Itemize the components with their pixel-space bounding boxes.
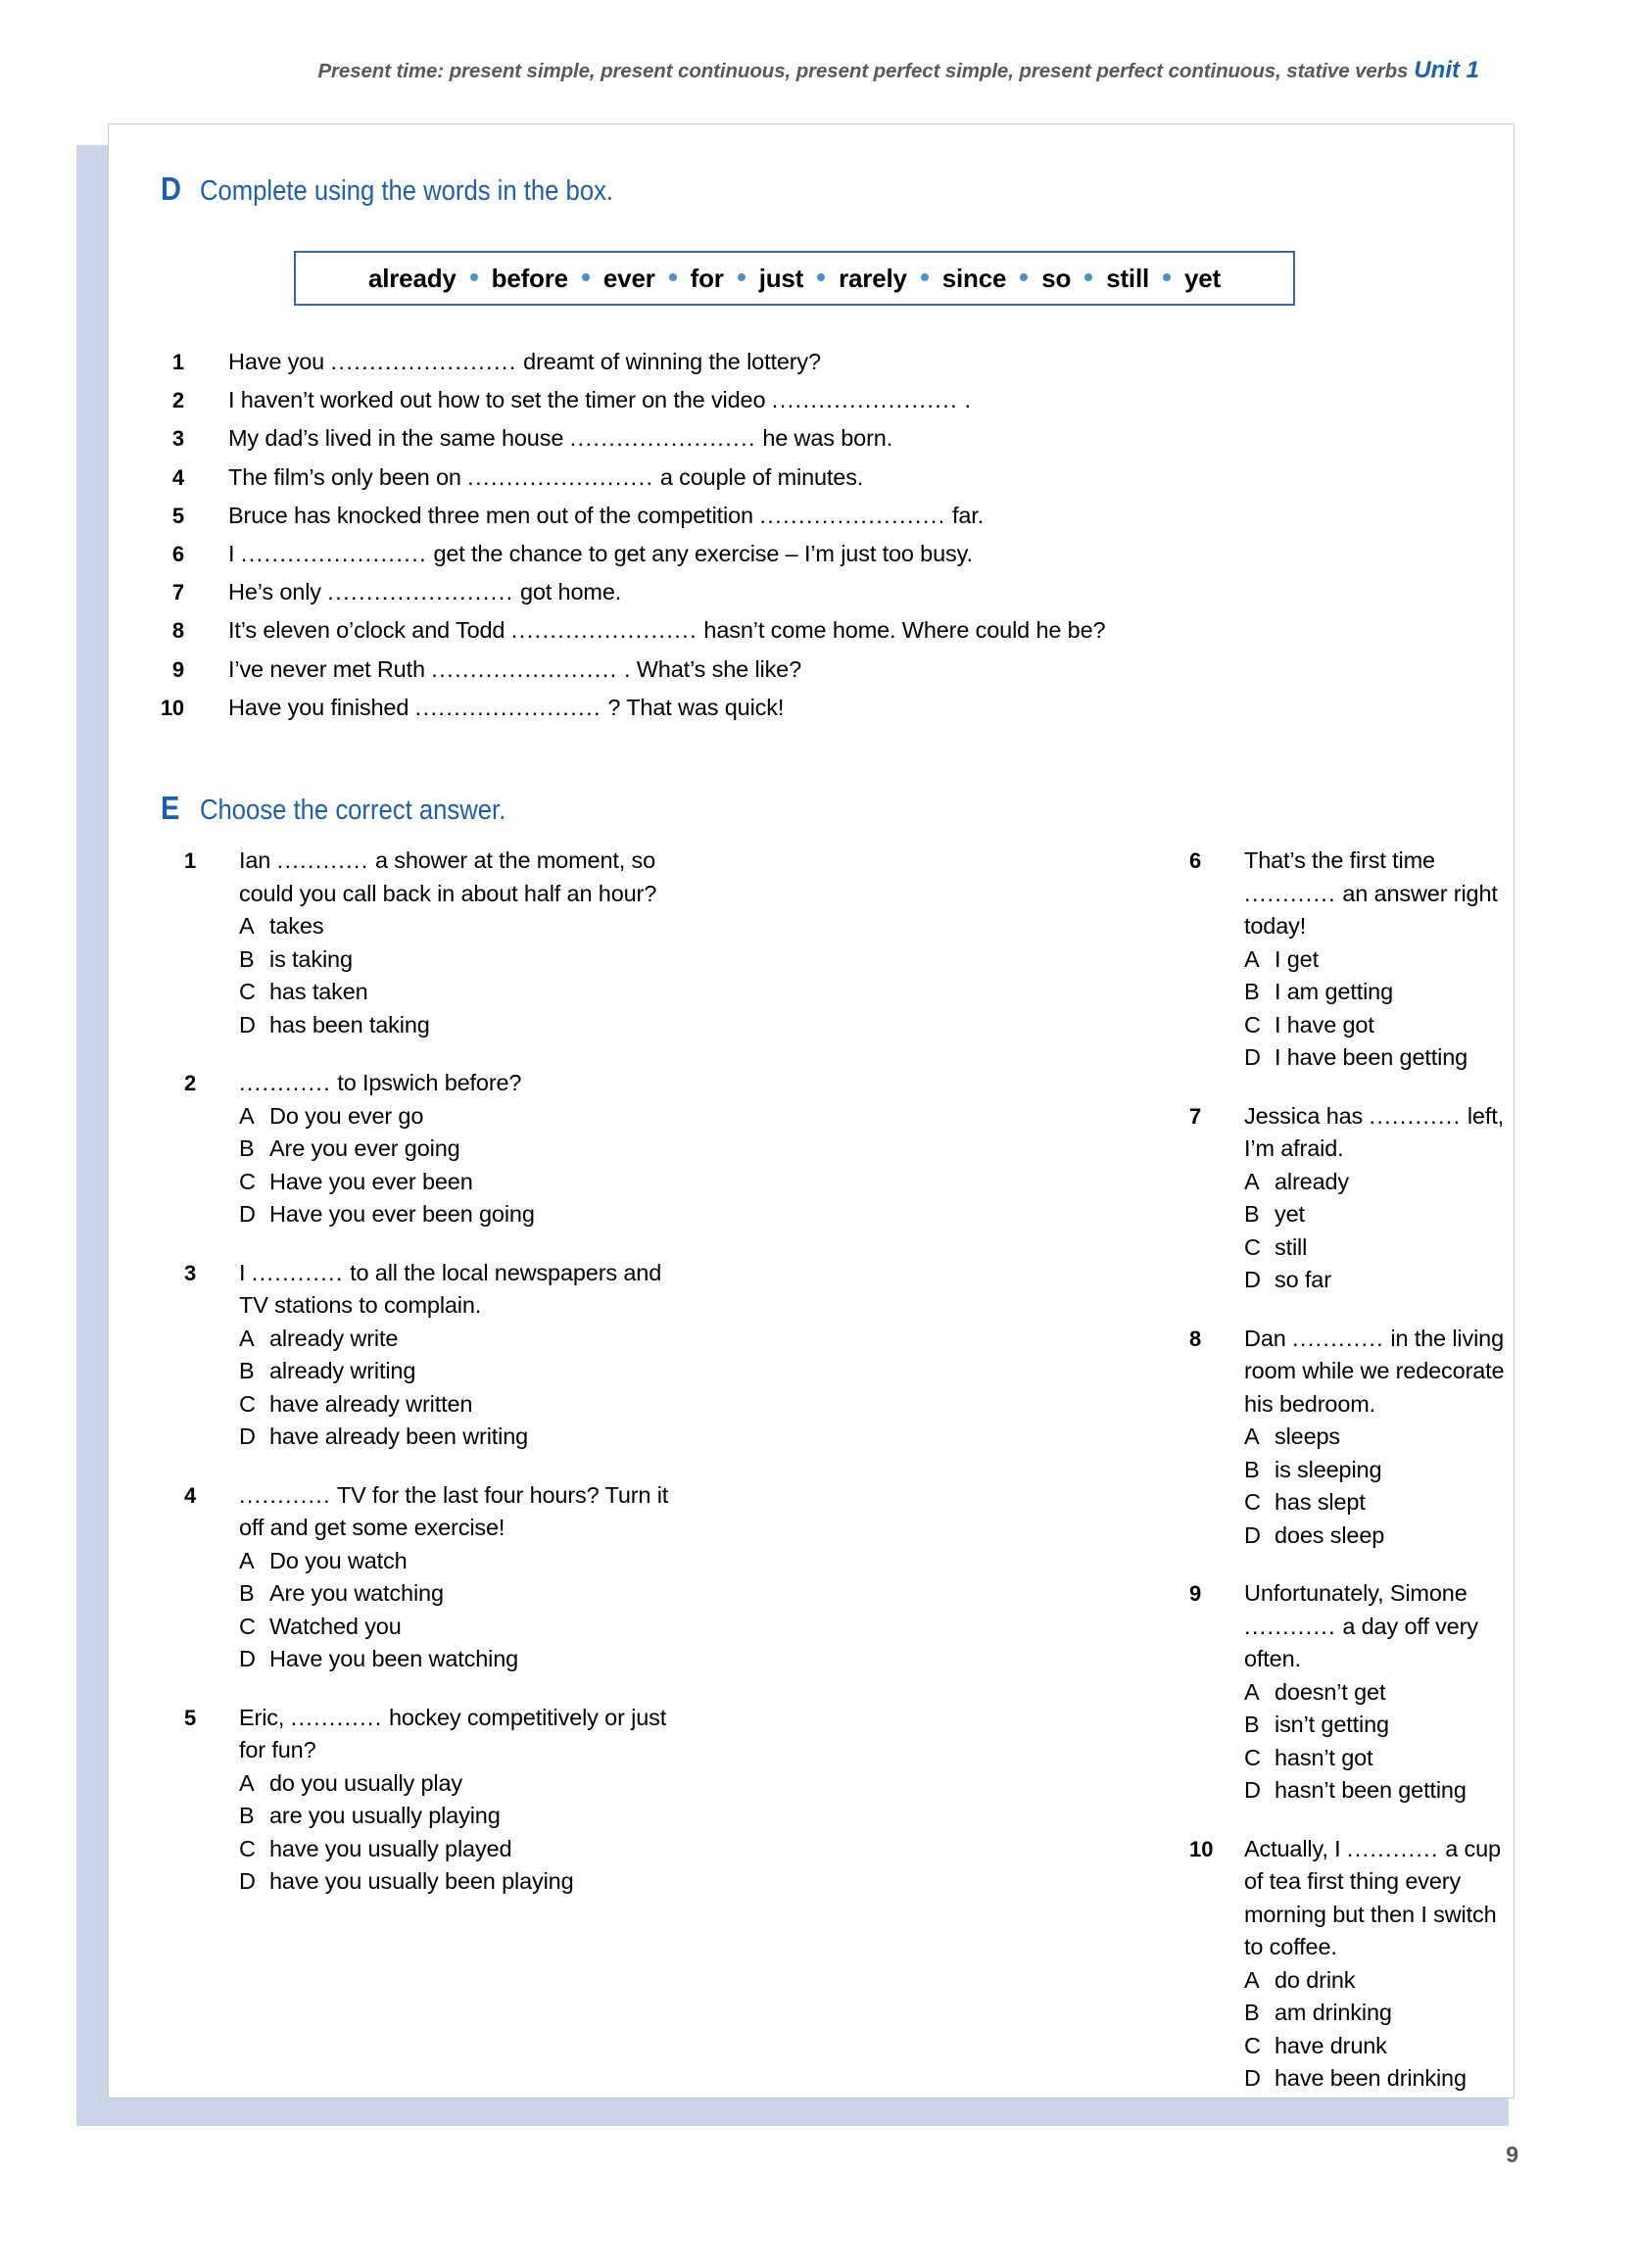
word-box-item: yet	[1184, 263, 1221, 293]
page-number: 9	[1506, 2142, 1518, 2167]
answer-gap[interactable]: ............	[239, 1481, 331, 1508]
question-options	[239, 1100, 811, 1231]
option-text: Have you ever been going	[269, 1201, 535, 1227]
question-option[interactable]	[239, 1323, 811, 1356]
question-stem: Jessica has ............ left, I’m afraid.	[1244, 1102, 1504, 1161]
word-separator-dot	[669, 273, 677, 281]
answer-gap[interactable]: ............	[251, 1259, 344, 1285]
question-stem: ............ to Ipswich before?	[239, 1070, 522, 1095]
question-option[interactable]	[1244, 1742, 1515, 1775]
option-text: doesn’t get	[1275, 1678, 1386, 1705]
option-letter: A	[239, 1102, 255, 1129]
item-number: 1	[171, 350, 184, 374]
question-option[interactable]	[239, 1611, 811, 1644]
option-letter: B	[239, 945, 255, 972]
option-letter: B	[1244, 2000, 1260, 2025]
option-text: does sleep	[1275, 1521, 1385, 1548]
question-body	[1244, 1577, 1515, 1808]
option-text: has been taking	[269, 1011, 430, 1037]
word-separator-dot	[470, 273, 478, 281]
question-body	[1244, 1323, 1515, 1553]
word-box-words	[366, 264, 1223, 294]
option-letter: A	[1244, 1424, 1260, 1449]
option-text: have already been writing	[269, 1424, 529, 1449]
option-letter: D	[239, 1646, 256, 1671]
option-letter: D	[1244, 1777, 1261, 1803]
answer-gap[interactable]: ........................	[327, 579, 514, 605]
word-box-item: still	[1106, 263, 1150, 293]
question-option[interactable]	[1244, 1009, 1515, 1042]
option-text: already writing	[269, 1358, 416, 1383]
word-box-item: before	[491, 263, 568, 293]
word-separator-dot	[921, 273, 929, 281]
item-sentence: Bruce has knocked three men out of the competition ........................ far.	[228, 502, 985, 528]
answer-gap[interactable]: ........................	[330, 349, 517, 374]
exercise-d-letter: D	[161, 170, 181, 207]
option-letter: B	[239, 1580, 255, 1606]
question-option[interactable]	[239, 1133, 811, 1166]
option-letter: C	[239, 1168, 256, 1194]
option-text: Watched you	[269, 1613, 402, 1639]
option-text: am drinking	[1275, 2000, 1392, 2025]
word-box-item: just	[758, 263, 804, 293]
exercise-e	[108, 790, 1515, 2091]
answer-gap[interactable]: ............	[1244, 1613, 1336, 1639]
exercise-e-question	[184, 1479, 811, 1676]
running-head	[0, 57, 1479, 84]
item-sentence: My dad’s lived in the same house ........................ he was born.	[228, 425, 893, 452]
question-option[interactable]	[1244, 1774, 1515, 1808]
exercise-d-heading	[161, 170, 1515, 208]
question-option[interactable]	[1244, 1454, 1515, 1487]
exercise-d-item	[108, 651, 1515, 689]
question-option[interactable]	[239, 1388, 811, 1422]
question-option[interactable]	[239, 1767, 811, 1801]
option-letter: C	[1244, 1233, 1261, 1260]
question-number: 3	[184, 1260, 197, 1285]
question-option[interactable]	[239, 943, 811, 977]
question-options	[1244, 1421, 1515, 1552]
option-letter: C	[1244, 1744, 1261, 1770]
word-box-item: for	[690, 263, 724, 293]
exercise-d-item	[108, 497, 1515, 535]
answer-gap[interactable]: ............	[1346, 1835, 1439, 1861]
option-letter: C	[239, 1390, 256, 1417]
question-option[interactable]	[239, 1865, 811, 1899]
exercise-d-item	[108, 573, 1515, 611]
question-options	[239, 1323, 811, 1454]
answer-gap[interactable]: ........................	[414, 694, 601, 720]
exercise-e-question	[1189, 1323, 1515, 1553]
question-option[interactable]	[1244, 2030, 1515, 2063]
question-number: 8	[1189, 1326, 1202, 1351]
question-option[interactable]	[239, 1577, 811, 1611]
question-stem: Eric, ............ hockey competitively or just for fun?	[239, 1704, 667, 1762]
question-option[interactable]	[1244, 1041, 1515, 1075]
question-option[interactable]	[1244, 1486, 1515, 1520]
question-body	[239, 1067, 811, 1231]
option-text: yet	[1275, 1201, 1305, 1227]
item-number: 6	[171, 542, 184, 567]
question-option[interactable]	[239, 1166, 811, 1199]
option-letter: B	[1244, 979, 1260, 1004]
exercise-e-question	[184, 1257, 811, 1454]
option-text: already	[1275, 1168, 1350, 1194]
word-box-item: since	[941, 263, 1007, 293]
item-number: 5	[171, 503, 184, 528]
unit-label: Unit 1	[1414, 57, 1479, 83]
item-sentence: I haven’t worked out how to set the timer on the video ........................ .	[228, 387, 971, 413]
question-option[interactable]	[1244, 1964, 1515, 1998]
option-text: I am getting	[1275, 979, 1393, 1004]
question-options	[1244, 1964, 1515, 2096]
answer-gap[interactable]: ............	[1369, 1102, 1462, 1129]
exercise-d-item	[108, 419, 1515, 458]
question-option[interactable]	[1244, 1997, 1515, 2030]
exercise-d-item	[108, 381, 1515, 419]
question-number: 1	[184, 848, 197, 873]
question-options	[239, 1767, 811, 1899]
option-text: already write	[269, 1325, 399, 1351]
option-letter: D	[239, 1424, 256, 1449]
question-number: 4	[184, 1482, 197, 1508]
exercise-e-heading	[161, 790, 1515, 827]
exercise-d-item	[108, 689, 1515, 727]
answer-gap[interactable]: ........................	[569, 425, 756, 452]
question-option[interactable]	[1244, 1421, 1515, 1454]
option-letter: A	[1244, 945, 1260, 972]
option-text: Have you been watching	[269, 1646, 519, 1671]
question-stem: Ian ............ a shower at the moment, so could you call back in about half an hour?	[239, 847, 657, 906]
exercise-d-item	[108, 535, 1515, 573]
question-number: 5	[184, 1705, 197, 1730]
question-option[interactable]	[1244, 1676, 1515, 1710]
option-text: Do you ever go	[269, 1102, 424, 1129]
question-body	[239, 844, 811, 1041]
option-letter: B	[239, 1358, 255, 1383]
option-letter: D	[239, 1201, 256, 1227]
page-content	[108, 123, 1515, 2099]
exercise-e-letter: E	[161, 790, 180, 826]
exercise-e-columns	[108, 844, 1515, 2121]
question-stem: ............ TV for the last four hours? Turn it off and get some exercise!	[239, 1481, 669, 1540]
option-letter: B	[1244, 1201, 1260, 1227]
question-body	[239, 1479, 811, 1676]
question-option[interactable]	[1244, 1520, 1515, 1553]
option-text: I have got	[1275, 1011, 1374, 1037]
exercise-e-question	[1189, 1577, 1515, 1808]
option-text: has slept	[1275, 1489, 1366, 1515]
question-option[interactable]	[1244, 943, 1515, 977]
answer-gap[interactable]: ........................	[467, 463, 654, 490]
option-letter: B	[1244, 1456, 1260, 1482]
option-letter: C	[1244, 1489, 1261, 1515]
question-options	[1244, 1676, 1515, 1808]
answer-gap[interactable]: ........................	[240, 541, 428, 567]
question-option[interactable]	[239, 1009, 811, 1042]
word-box	[294, 251, 1295, 306]
question-option[interactable]	[239, 1545, 811, 1578]
answer-gap[interactable]: ............	[239, 1070, 331, 1095]
option-letter: A	[239, 1769, 255, 1796]
option-text: is taking	[269, 945, 353, 972]
question-body	[239, 1702, 811, 1899]
question-body	[1244, 1833, 1515, 2096]
exercise-d-item	[108, 458, 1515, 497]
question-stem: Actually, I ............ a cup of tea first thing every morning but then I switch to coffee.	[1244, 1835, 1501, 1959]
question-option[interactable]	[1244, 1198, 1515, 1231]
option-text: do you usually play	[269, 1769, 463, 1796]
option-text: Do you watch	[269, 1547, 408, 1573]
item-sentence: Have you finished ........................ ? That was quick!	[228, 694, 785, 720]
question-options	[1244, 943, 1515, 1075]
question-option[interactable]	[1244, 2062, 1515, 2096]
option-letter: B	[239, 1803, 255, 1828]
answer-gap[interactable]: ............	[290, 1704, 383, 1730]
word-separator-dot	[582, 273, 590, 281]
question-stem: Unfortunately, Simone ............ a day off very often.	[1244, 1580, 1478, 1671]
answer-gap[interactable]: ........................	[771, 387, 959, 413]
question-number: 6	[1189, 848, 1202, 873]
item-number: 4	[171, 464, 184, 490]
question-number: 7	[1189, 1103, 1202, 1129]
question-options	[1244, 1166, 1515, 1297]
option-text: have you usually been playing	[269, 1868, 574, 1894]
exercise-e-question	[1189, 844, 1515, 1075]
option-text: have drunk	[1275, 2032, 1387, 2058]
word-separator-dot	[738, 273, 746, 281]
question-stem: I ............ to all the local newspapers and TV stations to complain.	[239, 1259, 662, 1318]
option-letter: C	[239, 979, 256, 1004]
question-option[interactable]	[239, 1800, 811, 1833]
option-text: hasn’t got	[1275, 1744, 1373, 1770]
option-text: has taken	[269, 979, 368, 1004]
item-sentence: Have you ........................ dreamt of winning the lottery?	[228, 349, 821, 374]
question-body	[1244, 1100, 1515, 1297]
exercise-e-question	[184, 1067, 811, 1231]
question-body	[239, 1257, 811, 1454]
option-text: isn’t getting	[1275, 1712, 1389, 1737]
option-letter: C	[1244, 2032, 1261, 2058]
answer-gap[interactable]: ........................	[759, 502, 946, 528]
question-option[interactable]	[1244, 1166, 1515, 1199]
option-letter: A	[239, 1325, 255, 1351]
word-separator-dot	[1163, 273, 1171, 281]
question-body	[1244, 844, 1515, 1075]
question-number: 9	[1189, 1581, 1202, 1606]
item-sentence: It’s eleven o’clock and Todd ........................ hasn’t come home. Where could he be?	[228, 617, 1106, 644]
word-separator-dot	[1084, 273, 1092, 281]
question-option[interactable]	[1244, 1709, 1515, 1742]
option-text: have been drinking	[1275, 2065, 1467, 2091]
question-option[interactable]	[239, 1100, 811, 1134]
option-letter: D	[239, 1868, 256, 1894]
item-number: 7	[171, 580, 184, 605]
option-text: I get	[1275, 945, 1319, 972]
exercise-d-title: Complete using the words in the box.	[200, 175, 614, 207]
word-box-item: so	[1041, 263, 1072, 293]
word-box-item: ever	[602, 263, 655, 293]
question-option[interactable]	[239, 1643, 811, 1676]
question-option[interactable]	[1244, 976, 1515, 1009]
option-text: hasn’t been getting	[1275, 1777, 1467, 1803]
option-letter: B	[1244, 1712, 1260, 1737]
option-letter: A	[1244, 1966, 1260, 1993]
item-sentence: I ........................ get the chance to get any exercise – I’m just too busy.	[228, 541, 973, 567]
option-text: sleeps	[1275, 1424, 1341, 1449]
option-letter: C	[239, 1613, 256, 1639]
question-options	[239, 910, 811, 1041]
exercise-d-item	[108, 343, 1515, 381]
option-letter: D	[239, 1011, 256, 1037]
option-text: so far	[1275, 1267, 1331, 1292]
answer-gap[interactable]: ........................	[431, 655, 618, 682]
option-text: Have you ever been	[269, 1168, 473, 1194]
option-text: takes	[269, 913, 324, 939]
option-letter: D	[1244, 1044, 1261, 1070]
option-text: I have been getting	[1275, 1044, 1468, 1070]
exercise-e-title: Choose the correct answer.	[200, 795, 506, 826]
word-separator-dot	[817, 273, 825, 281]
exercise-e-question	[184, 844, 811, 1041]
option-text: have already written	[269, 1390, 473, 1417]
option-letter: A	[1244, 1168, 1260, 1194]
question-stem: Dan ............ in the living room while we redecorate his bedroom.	[1244, 1325, 1505, 1417]
running-head-text: Present time: present simple, present continuous, present perfect simple, present perfect continuous, stative verbs	[317, 60, 1409, 82]
question-option[interactable]	[1244, 1231, 1515, 1265]
item-number: 2	[171, 388, 184, 413]
question-option[interactable]	[239, 1355, 811, 1388]
option-letter: C	[239, 1835, 256, 1861]
option-letter: A	[1244, 1678, 1260, 1705]
answer-gap[interactable]: ........................	[510, 617, 698, 644]
exercise-d-item	[108, 611, 1515, 650]
question-number: 10	[1189, 1836, 1214, 1861]
word-separator-dot	[1020, 273, 1028, 281]
question-number: 2	[184, 1071, 197, 1095]
exercise-e-right-column	[811, 844, 1515, 2121]
option-letter: D	[1244, 1267, 1261, 1292]
item-number: 3	[171, 426, 184, 452]
exercise-e-left-column	[108, 844, 811, 2121]
option-letter: D	[1244, 1521, 1261, 1548]
option-letter: B	[239, 1135, 255, 1161]
item-number: 10	[160, 695, 184, 720]
exercise-e-question	[184, 1702, 811, 1899]
item-number: 9	[171, 656, 184, 682]
option-letter: A	[239, 1547, 255, 1573]
answer-gap[interactable]: ............	[1292, 1325, 1384, 1351]
question-option[interactable]	[239, 976, 811, 1009]
option-text: Are you watching	[269, 1580, 444, 1606]
word-box-item: already	[367, 263, 457, 293]
question-option[interactable]	[239, 910, 811, 943]
word-box-item: rarely	[839, 263, 907, 293]
question-options	[239, 1545, 811, 1676]
option-text: do drink	[1275, 1966, 1356, 1993]
question-stem: That’s the first time ............ an answer right today!	[1244, 847, 1498, 939]
option-text: are you usually playing	[269, 1803, 501, 1828]
question-option[interactable]	[1244, 1264, 1515, 1297]
question-option[interactable]	[239, 1198, 811, 1231]
exercise-d	[108, 170, 1515, 720]
item-sentence: The film’s only been on ........................ a couple of minutes.	[228, 463, 864, 490]
answer-gap[interactable]: ............	[1244, 880, 1336, 906]
exercise-e-question	[1189, 1833, 1515, 2096]
option-text: still	[1275, 1233, 1308, 1260]
exercise-d-items	[108, 343, 1515, 727]
question-option[interactable]	[239, 1833, 811, 1866]
item-sentence: I’ve never met Ruth ........................ . What’s she like?	[228, 655, 802, 682]
option-text: have you usually played	[269, 1835, 512, 1861]
option-text: is sleeping	[1275, 1456, 1382, 1482]
item-number: 8	[171, 618, 184, 644]
option-text: Are you ever going	[269, 1135, 460, 1161]
answer-gap[interactable]: ............	[276, 847, 369, 873]
exercise-e-question	[1189, 1100, 1515, 1297]
question-option[interactable]	[239, 1421, 811, 1454]
option-letter: D	[1244, 2065, 1261, 2091]
option-letter: C	[1244, 1011, 1261, 1037]
item-sentence: He’s only ........................ got home.	[228, 579, 622, 605]
option-letter: A	[239, 913, 255, 939]
